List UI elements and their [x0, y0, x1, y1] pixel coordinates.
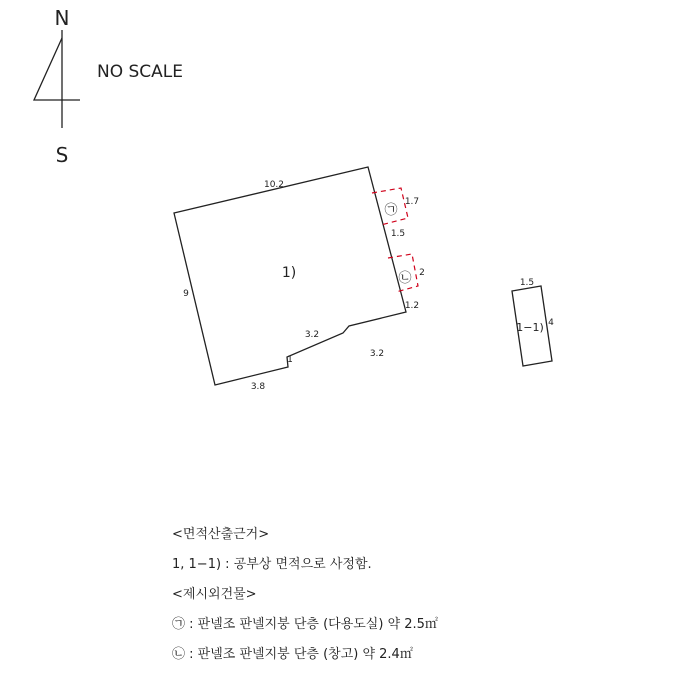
dim-annex-b-side: 2	[419, 268, 425, 278]
dim-annex-a-side: 1.7	[404, 197, 420, 207]
notes-heading-other-buildings: <제시외건물>	[172, 587, 257, 602]
dim-annex-b-bottom: 1.2	[404, 301, 420, 311]
compass-north: N	[54, 6, 70, 30]
dim-main-bottom-right: 3.2	[369, 349, 385, 359]
dim-small-top: 1.5	[519, 278, 535, 288]
annex-b-symbol: ㉡	[398, 271, 412, 286]
notes-annex-b-line: ㉡ : 판넬조 판넬지붕 단층 (창고) 약 2.4㎡	[172, 647, 413, 662]
notes-area-basis-line: 1, 1−1) : 공부상 면적으로 사정함.	[172, 557, 372, 572]
dim-main-left: 9	[183, 289, 189, 299]
notes-block	[172, 520, 652, 670]
notes-annex-a-line: ㉠ : 판넬조 판넬지붕 단층 (다용도실) 약 2.5㎡	[172, 617, 438, 632]
dim-small-side: 4	[548, 318, 554, 328]
main-building-label: 1)	[281, 265, 297, 281]
dim-main-top: 10.2	[263, 180, 285, 190]
compass-south: S	[55, 143, 69, 167]
north-arrow-icon	[34, 30, 80, 128]
dim-main-notch-depth: 1	[287, 355, 293, 365]
scale-note: NO SCALE	[97, 62, 184, 82]
notes-heading-area-basis: <면적산출근거>	[172, 527, 270, 542]
annex-a-symbol: ㉠	[384, 203, 398, 218]
dim-main-notch-top: 3.2	[304, 330, 320, 340]
dim-annex-a-bottom: 1.5	[390, 229, 406, 239]
small-building-label: 1−1)	[516, 321, 544, 334]
dim-main-bottom-left: 3.8	[250, 382, 266, 392]
